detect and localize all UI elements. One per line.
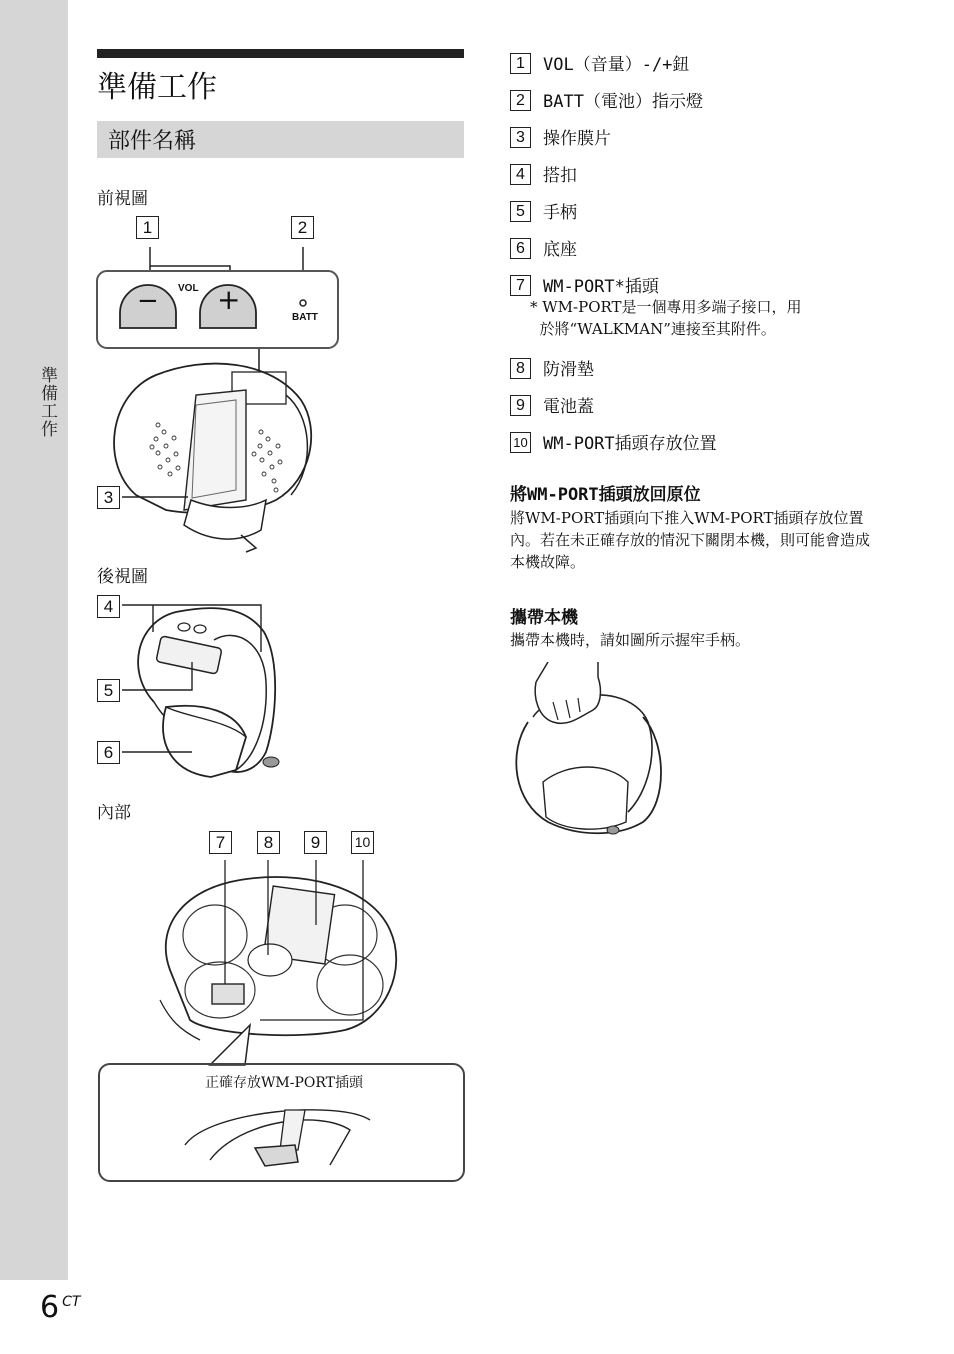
part-name: VOL（音量）-/+鈕 (543, 55, 690, 75)
plus-button-glyph: + (217, 283, 241, 316)
list-item (510, 161, 577, 187)
storage-detail-diagram (180, 1090, 380, 1175)
return-plug-body: 將WM-PORT插頭向下推入WM-PORT插頭存放位置內。若在未正確存放的情況下關閉本機，則可能會造成本機故障。 (510, 509, 871, 571)
list-item (510, 50, 689, 76)
part-number: 10 (510, 432, 531, 453)
page-number-value: 6 (40, 1290, 60, 1325)
part-name: 防滑墊 (543, 360, 594, 380)
list-item (510, 235, 577, 261)
callout-8: 8 (257, 831, 280, 854)
rear-view-label: 後視圖 (97, 567, 148, 587)
list-item (510, 272, 659, 298)
part-name: 手柄 (543, 203, 577, 223)
top-rule (97, 49, 464, 58)
part-name: 搭扣 (543, 166, 577, 186)
return-plug-heading: 將WM-PORT插頭放回原位 (510, 485, 701, 505)
callout-3: 3 (97, 486, 120, 509)
page-title: 準備工作 (97, 70, 217, 105)
wm-port-footnote: * WM-PORT是一個專用多端子接口，用 於將“WALKMAN”連接至其附件。 (530, 298, 802, 338)
storage-caption: 正確存放WM-PORT插頭 (205, 1075, 363, 1091)
front-view-diagram (96, 210, 356, 555)
part-number: 9 (510, 395, 531, 416)
part-number: 6 (510, 238, 531, 259)
page-number (40, 1290, 80, 1325)
part-name: WM-PORT*插頭 (543, 277, 659, 297)
part-name: 底座 (543, 240, 577, 260)
part-name: 電池蓋 (543, 397, 594, 417)
list-item (510, 429, 717, 455)
callout-2: 2 (291, 216, 314, 239)
part-name: BATT（電池）指示燈 (543, 92, 703, 112)
rear-view-diagram (96, 592, 316, 782)
front-view-label: 前視圖 (97, 189, 148, 209)
callout-6: 6 (97, 741, 120, 764)
list-item (510, 198, 577, 224)
part-number: 3 (510, 127, 531, 148)
side-band (0, 0, 68, 1280)
minus-button-glyph: − (137, 286, 159, 316)
carry-heading: 攜帶本機 (510, 608, 578, 628)
callout-10: 10 (351, 831, 374, 854)
part-number: 4 (510, 164, 531, 185)
carry-illustration (508, 662, 668, 842)
list-item (510, 355, 594, 381)
part-number: 1 (510, 53, 531, 74)
vol-label: VOL (178, 283, 199, 294)
callout-5: 5 (97, 679, 120, 702)
callout-7: 7 (209, 831, 232, 854)
section-title: 部件名稱 (108, 129, 197, 154)
side-tab-title: 準備工作 (37, 366, 57, 438)
list-item (510, 392, 594, 418)
inner-view-diagram (150, 860, 410, 1070)
part-name: WM-PORT插頭存放位置 (543, 434, 717, 454)
part-number: 2 (510, 90, 531, 111)
page-suffix: CT (62, 1294, 81, 1310)
callout-9: 9 (304, 831, 327, 854)
part-number: 8 (510, 358, 531, 379)
part-number: 7 (510, 275, 531, 296)
list-item (510, 87, 703, 113)
callout-4: 4 (97, 595, 120, 618)
list-item (510, 124, 611, 150)
part-name: 操作膜片 (543, 129, 611, 149)
batt-label: BATT (292, 312, 318, 323)
carry-body: 攜帶本機時，請如圖所示握牢手柄。 (510, 631, 751, 649)
part-number: 5 (510, 201, 531, 222)
callout-1: 1 (136, 216, 159, 239)
inner-view-label: 內部 (97, 803, 131, 823)
